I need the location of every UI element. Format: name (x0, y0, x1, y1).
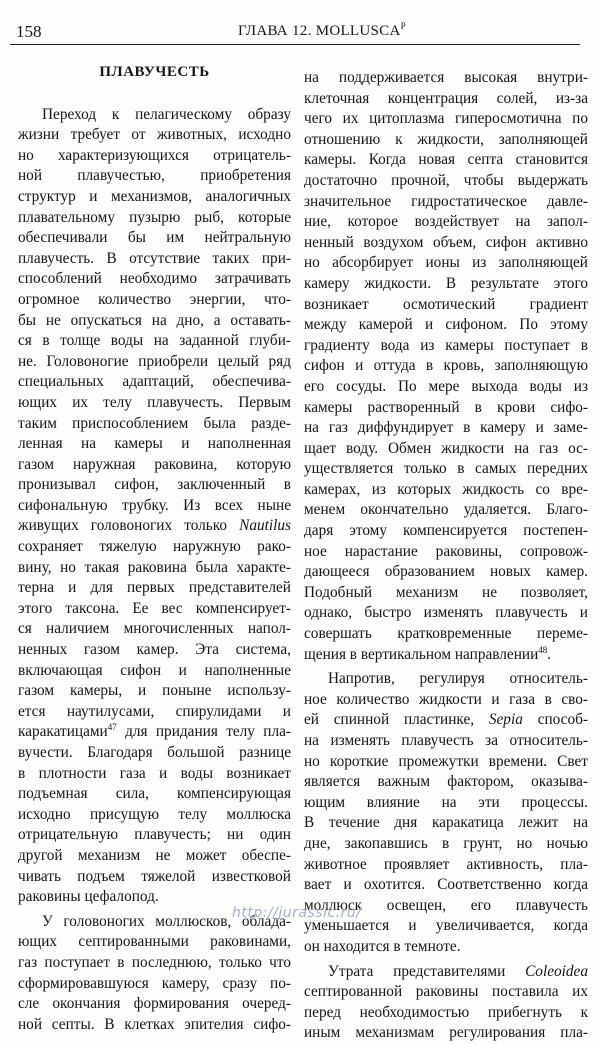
text-line: ся наличием многочисленных напол- (18, 620, 291, 638)
text-line: градиенту вода из камеры поступает в (304, 336, 588, 354)
text-line: является важным фактором, оказыва- (304, 773, 588, 791)
text-line: но характеризующихся отрицатель- (18, 146, 291, 164)
text-line: возникает осмотический градиент (304, 295, 588, 313)
text-line: между камерой и сифоном. По этому (304, 316, 588, 334)
text-line: включающая сифон и наполненные (18, 661, 291, 679)
text-line: камеры. Когда новая септа становится (304, 151, 588, 169)
watermark: http://jurassic.ru/ (232, 905, 362, 921)
text-line: ной септы. В клетках эпителия сифо- (18, 1015, 291, 1033)
text-line: Переход к пелагическому образу (42, 105, 291, 123)
page-header (10, 20, 580, 45)
text-line: дающееся образованием новых камер. (304, 563, 588, 581)
text-line: ненный воздухом объем, сифон активно (304, 233, 588, 251)
text-line: камеры растворенный в крови сифо- (304, 398, 588, 416)
text-line: чего их цитоплазма гиперосмотична по (304, 110, 588, 128)
text-line: значительное гидростатическое давле- (304, 192, 588, 210)
running-title-text: ГЛАВА 12. MOLLUSCA (238, 23, 401, 39)
text-line: на поддерживается высокая внутри- (304, 69, 588, 86)
text-line: вучести. Благодаря большой разнице (18, 744, 291, 761)
text-line: ние, которое воздействует на запол- (304, 213, 588, 231)
text-line: камеру жидкости. В результате этого (304, 274, 588, 292)
text-line: таким приспособлением была разде- (18, 414, 291, 432)
text-line: сле окончания формирования очеред- (18, 995, 291, 1013)
text-line: структур и механизмов, аналогичных (18, 187, 291, 205)
text-line: Напротив, регулируя относитель- (328, 670, 588, 688)
text-line: раковины цефалопод. (18, 888, 159, 906)
text-line: ся в толще воды на заданной глуби- (18, 332, 291, 350)
text-line: на газ диффундирует в камеру и заме- (304, 419, 588, 437)
text-line: плавательному пузырю рыб, которые (18, 208, 291, 226)
text-line: на изменять плавучесть за относитель- (304, 732, 588, 749)
text-line: достаточно прочной, чтобы выдержать (304, 171, 588, 189)
text-line: огромное количество энергии, что- (18, 290, 291, 308)
text-line: бы не опускаться на дно, а оставать- (18, 311, 291, 329)
text-line: сифон и оттуда в кровь, заполняющую (304, 357, 588, 375)
text-line: но короткие промежутки времени. Свет (304, 752, 588, 770)
running-title-sup: P (400, 21, 406, 31)
right-column-text (304, 68, 588, 1044)
text-line: уменьшается и увеличивается, когда (304, 917, 588, 935)
text-line: способлений необходимо затрачивать (18, 270, 291, 288)
text-line: сифональную трубку. Из всех ныне (18, 496, 291, 514)
text-line: жизни требует от животных, исходно (18, 126, 291, 144)
text-line: ющих септированными раковинами, (18, 933, 291, 951)
text-line: плавучесть. В отсутствие таких при- (18, 249, 291, 267)
text-line: У головоногих моллюсков, облада- (42, 912, 291, 930)
text-line: животное проявляет активность, пла- (304, 855, 588, 873)
text-line: специальных адаптаций, обеспечива- (18, 373, 291, 391)
text-line: обеспечивали бы им нейтральную (18, 229, 291, 247)
text-line: камерах, из которых жидкость со вре- (304, 480, 588, 498)
text-line: иным механизмам регулирования пла- (304, 1024, 588, 1042)
text-line: газ поступает в последнюю, только что (18, 953, 291, 971)
text-line: в плотности газа и воды возникает (18, 764, 291, 782)
text-line: совершать кратковременные переме- (304, 625, 588, 643)
text-line: он находится в темноте. (304, 937, 461, 955)
text-line: менем окончательно удаляется. Благо- (304, 501, 588, 519)
right-column (304, 68, 588, 1044)
text-line: пронизывал сифон, заключенный в (18, 476, 291, 494)
text-line: чивать подъем тяжелой известковой (18, 867, 291, 885)
text-line: ненных газом камер. Эта система, (18, 641, 291, 659)
text-line: исходно присущую телу моллюска (18, 805, 291, 823)
text-line: ленная на камеры и наполненная (18, 435, 291, 453)
text-line: Подобный механизм не позволяет, (304, 583, 588, 601)
text-line: не. Головоногие приобрели целый ряд (18, 352, 291, 370)
text-line: ной плавучестью, приобретения (18, 167, 291, 185)
page-number: 158 (16, 22, 42, 41)
text-line: ное количество жидкости и газа в сво- (304, 690, 588, 708)
running-title (238, 23, 406, 40)
text-line: сформировавшуюся камеру, сразу по- (18, 974, 291, 992)
text-line: отношению к жидкости, заполняющей (304, 130, 588, 148)
text-line: но абсорбирует ионы из заполняющей (304, 254, 588, 272)
text-line: газом камеры, и поныне использу- (18, 682, 291, 700)
text-line: ющих их телу плавучесть. Первым (18, 393, 291, 411)
text-line: каракатицами$^{47}$ для придания телу пла- (18, 722, 291, 741)
text-line: В течение дня каракатица лежит на (304, 814, 588, 832)
text-line: даря этому компенсируется постепен- (304, 522, 588, 540)
left-column-text (18, 105, 291, 1036)
text-line: щает воду. Обмен жидкости на газ ос- (304, 439, 588, 457)
text-line: клеточная концентрация солей, из-за (304, 89, 588, 107)
text-line: Утрата представителями Coleoidea (328, 962, 588, 980)
text-line: вает и охотится. Соответственно когда (304, 876, 588, 894)
text-line: его сосуды. По мере выхода воды из (304, 377, 588, 395)
text-line: щения в вертикальном направлении$^{48}$. (304, 644, 552, 663)
text-line: ное нарастание раковины, сопровож- (304, 542, 588, 560)
text-line: подъемная сила, компенсирующая (18, 785, 291, 803)
text-line: сохраняет тяжелую наружную рако- (18, 538, 291, 556)
text-line: другой механизм не может обеспе- (18, 846, 291, 864)
text-line: уществляется только в самых передних (304, 460, 588, 478)
text-line: вину, но такая раковина была характе- (18, 558, 291, 576)
text-line: ей спинной пластинке, Sepia способ- (304, 711, 588, 729)
text-line: дне, закопавшись в грунт, но ночью (304, 834, 588, 852)
text-line: этого таксона. Ее вес компенсирует- (18, 599, 291, 617)
text-line: моллюск освещен, его плавучесть (304, 896, 588, 914)
text-line: газом наружная раковина, которую (18, 455, 291, 473)
text-line: перед необходимостью прибегнуть к (304, 1003, 588, 1021)
text-line: терна и для первых представителей (18, 579, 291, 597)
text-line: ется наутилусами, спирулидами и (18, 702, 291, 720)
text-line: отрицательную плавучесть; ни один (18, 826, 291, 844)
text-line: ющим влияние на эти процессы. (304, 793, 588, 811)
text-line: однако, быстро изменять плавучесть и (304, 604, 588, 622)
text-line: септированной раковины поставила их (304, 983, 588, 1001)
left-column (18, 62, 291, 1035)
section-title: ПЛАВУЧЕСТЬ (99, 64, 210, 80)
text-line: живущих головоногих только Nautilus (18, 517, 291, 535)
